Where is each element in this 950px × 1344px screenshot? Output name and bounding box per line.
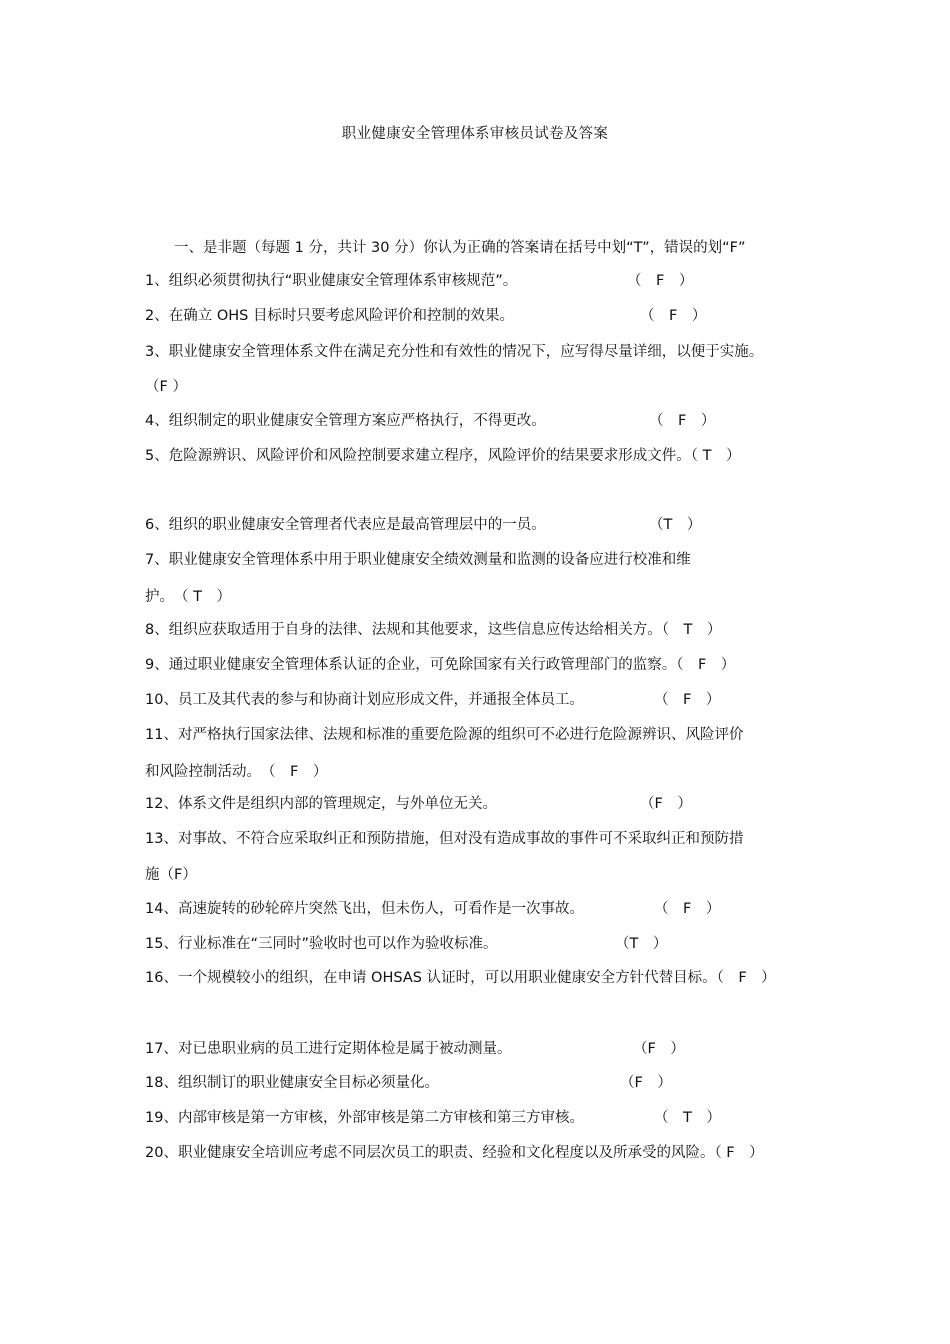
answer-2: （ F ） [640,308,707,324]
answer-12: （F ） [640,796,692,812]
question-20: 20、职业健康安全培训应考虑不同层次员工的职责、经验和文化程度以及所承受的风险。（ F ） [145,1145,764,1161]
question-2: 2、在确立 OHS 目标时只要考虑风险评价和控制的效果。 [145,308,514,324]
question-4: 4、组织制定的职业健康安全管理方案应严格执行，不得更改。 [145,413,546,429]
question-13: 13、对事故、不符合应采取纠正和预防措施，但对没有造成事故的事件可不采取纠正和预防措 [145,831,744,847]
question-8: 8、组织应获取适用于自身的法律、法规和其他要求，这些信息应传达给相关方。（ T ） [145,622,722,638]
question-16: 16、一个规模较小的组织，在申请 OHSAS 认证时，可以用职业健康安全方针代替目标。（ F ） [145,970,776,986]
question-3: 3、职业健康安全管理体系文件在满足充分性和有效性的情况下，应写得尽量详细，以便于实施。 [145,344,764,360]
answer-1: （ F ） [627,273,694,289]
answer-15: （T ） [615,936,668,952]
question-7: 7、职业健康安全管理体系中用于职业健康安全绩效测量和监测的设备应进行校准和维 [145,552,691,568]
question-6: 6、组织的职业健康安全管理者代表应是最高管理层中的一员。 [145,517,546,533]
answer-6: （T ） [649,517,702,533]
question-3-cont: （F ） [145,379,187,395]
answer-19: （ T ） [654,1110,721,1126]
question-9: 9、通过职业健康安全管理体系认证的企业，可免除国家有关行政管理部门的监察。（ F ） [145,657,736,673]
answer-17: （F ） [633,1041,685,1057]
question-19: 19、内部审核是第一方审核，外部审核是第二方审核和第三方审核。 [145,1110,584,1126]
question-14: 14、高速旋转的砂轮碎片突然飞出，但未伤人，可看作是一次事故。 [145,901,584,917]
question-7-cont: 护。 （ T ） [145,589,231,605]
document-title: 职业健康安全管理体系审核员试卷及答案 [341,126,609,142]
section-intro: 一、是非题（每题 1 分，共计 30 分）你认为正确的答案请在括号中划“T”，错误的划“F” [174,240,746,256]
question-5: 5、危险源辨识、风险评价和风险控制要求建立程序，风险评价的结果要求形成文件。（ T ） [145,448,741,464]
question-12: 12、体系文件是组织内部的管理规定，与外单位无关。 [145,796,497,812]
answer-18: （F ） [620,1075,672,1091]
question-13-cont: 施（F） [145,867,197,883]
question-15: 15、行业标准在“三同时”验收时也可以作为验收标准。 [145,936,498,952]
question-11-cont: 和风险控制活动。 （ F ） [145,764,328,780]
question-11: 11、对严格执行国家法律、法规和标准的重要危险源的组织可不必进行危险源辨识、风险评价 [145,727,744,743]
question-10: 10、员工及其代表的参与和协商计划应形成文件，并通报全体员工。 [145,692,584,708]
question-17: 17、对已患职业病的员工进行定期体检是属于被动测量。 [145,1041,512,1057]
question-1: 1、组织必须贯彻执行“职业健康安全管理体系审核规范”。 [145,273,518,289]
answer-4: （ F ） [649,413,716,429]
question-18: 18、组织制订的职业健康安全目标必须量化。 [145,1075,439,1091]
answer-10: （ F ） [654,692,721,708]
answer-14: （ F ） [654,901,721,917]
